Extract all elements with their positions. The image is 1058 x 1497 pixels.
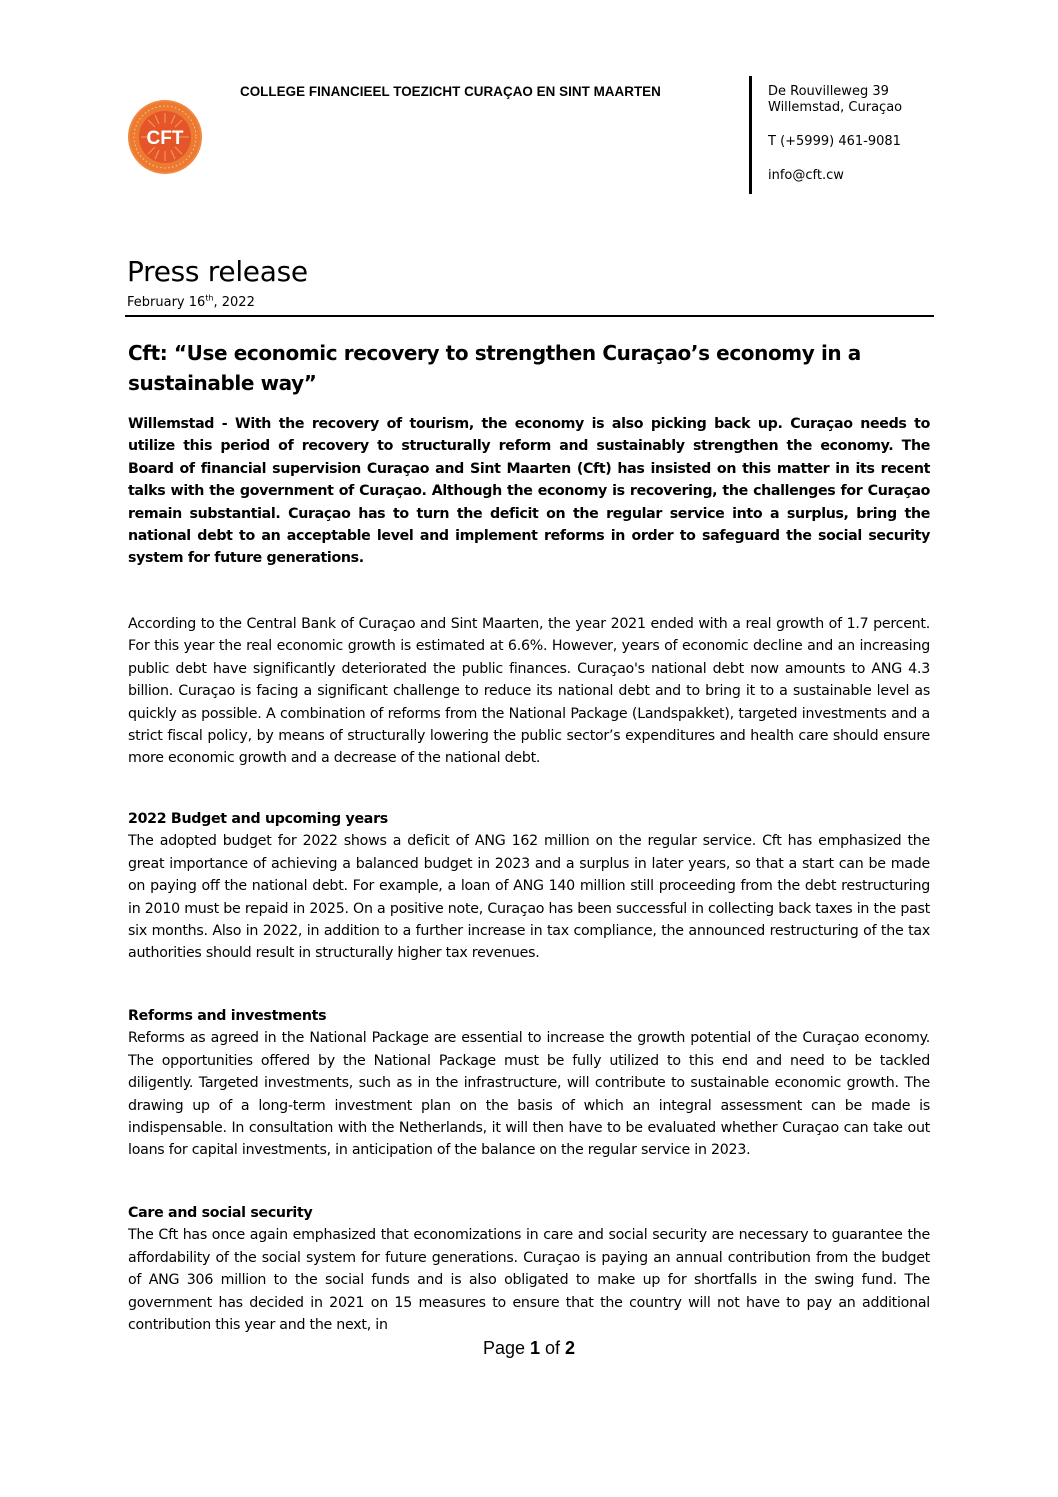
section-budget	[128, 808, 930, 965]
organization-name: COLLEGE FINANCIEEL TOEZICHT CURAÇAO EN SINT MAARTEN	[240, 84, 661, 99]
cft-logo-icon	[127, 99, 203, 175]
phone-number: T (+5999) 461-9081	[768, 134, 901, 149]
section-reforms	[128, 1005, 930, 1162]
svg-text:CFT: CFT	[146, 128, 184, 149]
section-body: The Cft has once again emphasized that economizations in care and social security are necessary to guarantee the affordability of the social system for future generations. Curaçao is paying an annual contribution from the budget of ANG 306 million to the social funds and is also obligated to make up for shortfalls in the swing fund. The government has decided in 2021 on 15 measures to ensure that the country will not have to pay an additional contribution this year and the next, in	[128, 1227, 930, 1334]
lead-paragraph: Willemstad - With the recovery of tourism, the economy is also picking back up. Curaçao needs to utilize this period of recovery to structurally reform and sustainably strengthen the economy. The Board of financial supervision Curaçao and Sint Maarten (Cft) has insisted on this matter in its recent talks with the government of Curaçao. Although the economy is recovering, the challenges for Curaçao remain substantial. Curaçao has to turn the deficit on the regular service into a surplus, bring the national debt to an acceptable level and implement reforms in order to safeguard the social security system for future generations.	[128, 416, 930, 567]
section-heading: Reforms and investments	[128, 1008, 327, 1024]
section-body: Reforms as agreed in the National Package are essential to increase the growth potential of the Curaçao economy. The opportunities offered by the National Package must be fully utilized to this end and need to be tackled diligently. Targeted investments, such as in the infrastructure, will contribute to sustainable economic growth. The drawing up of a long-term investment plan on the basis of which an integral assessment can be made is indispensable. In consultation with the Netherlands, it will then have to be evaluated whether Curaçao can take out loans for capital investments, in anticipation of the balance on the regular service in 2023.	[128, 1030, 930, 1159]
document-type-title: Press release	[127, 255, 308, 288]
section-care	[128, 1202, 930, 1336]
title-divider	[125, 315, 934, 317]
address-line-1: De Rouvilleweg 39	[768, 84, 889, 99]
intro-paragraph: According to the Central Bank of Curaçao and Sint Maarten, the year 2021 ended with a real growth of 1.7 percent. For this year the real economic growth is estimated at 6.6%. However, years of economic decline and an increasing public debt have significantly deteriorated the public finances. Curaçao's national debt now amounts to ANG 4.3 billion. Curaçao is facing a significant challenge to reduce its national debt and to bring it to a sustainable level as quickly as possible. A combination of reforms from the National Package (Landspakket), targeted investments and a strict fiscal policy, by means of structurally lowering the public sector’s expenditures and health care should ensure more economic growth and a decrease of the national debt.	[128, 616, 930, 767]
headline: Cft: “Use economic recovery to strengthen Curaçao’s economy in a sustainable way”	[128, 341, 861, 395]
section-heading: 2022 Budget and upcoming years	[128, 811, 388, 827]
section-body: The adopted budget for 2022 shows a deficit of ANG 162 million on the regular service. Cft has emphasized the great importance of achieving a balanced budget in 2023 and a surplus in later years, so that a start can be made on paying off the national debt. For example, a loan of ANG 140 million still proceeding from the debt restructuring in 2010 must be repaid in 2025. On a positive note, Curaçao has been successful in collecting back taxes in the past six months. Also in 2022, in addition to a further increase in tax compliance, the announced restructuring of the tax authorities should result in structurally higher tax revenues.	[128, 833, 930, 962]
cft-logo	[127, 99, 203, 175]
contact-block	[768, 84, 902, 184]
page-number: Page 1 of 2	[482, 1338, 576, 1358]
address-line-2: Willemstad, Curaçao	[768, 100, 903, 115]
release-date: February 16th, 2022	[127, 293, 255, 310]
header-divider	[749, 76, 752, 194]
section-heading: Care and social security	[128, 1205, 313, 1221]
email-address[interactable]: info@cft.cw	[768, 168, 844, 183]
